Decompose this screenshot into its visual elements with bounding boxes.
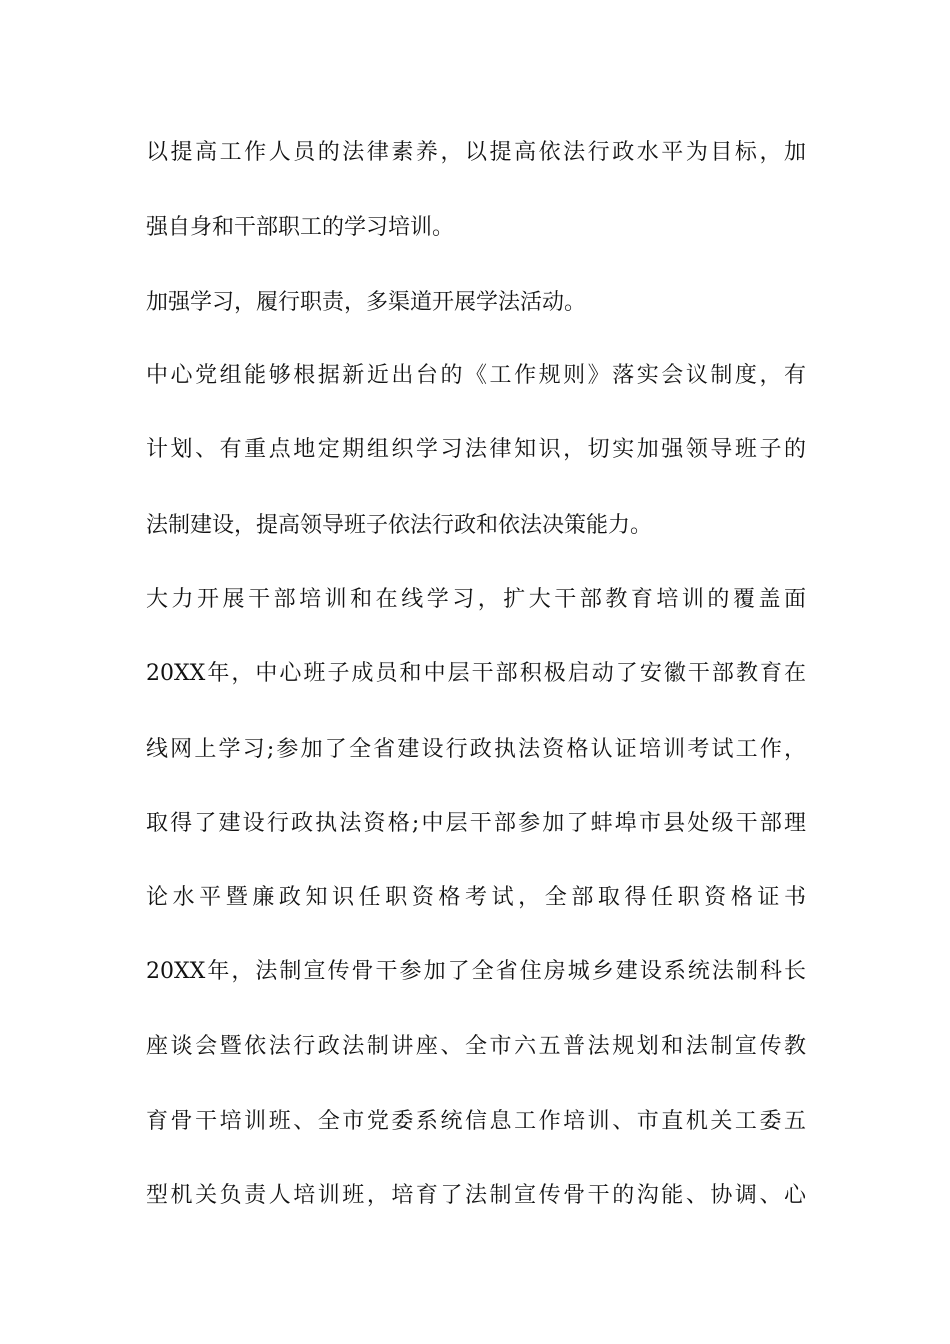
text-line: 型机关负责人培训班，培育了法制宣传骨干的沟能、协调、心	[146, 1183, 806, 1208]
text-line: 论水平暨廉政知识任职资格考试，全部取得任职资格证书	[146, 885, 806, 910]
text-line: 20XX年，中心班子成员和中层干部积极启动了安徽干部教育在	[146, 661, 806, 686]
text-line: 线网上学习;参加了全省建设行政执法资格认证培训考试工作，	[146, 737, 806, 762]
text-line: 座谈会暨依法行政法制讲座、全市六五普法规划和法制宣传教	[146, 1034, 806, 1059]
text-line: 法制建设，提高领导班子依法行政和依法决策能力。	[146, 513, 653, 538]
text-line: 中心党组能够根据新近出台的《工作规则》落实会议制度，有	[146, 363, 806, 388]
text-line: 强自身和干部职工的学习培训。	[146, 215, 455, 240]
text-line: 取得了建设行政执法资格;中层干部参加了蚌埠市县处级干部理	[146, 811, 806, 836]
text-line: 加强学习，履行职责，多渠道开展学法活动。	[146, 290, 587, 315]
text-line: 以提高工作人员的法律素养，以提高依法行政水平为目标，加	[146, 140, 806, 165]
text-line: 20XX年，法制宣传骨干参加了全省住房城乡建设系统法制科长	[146, 959, 806, 984]
text-line: 计划、有重点地定期组织学习法律知识，切实加强领导班子的	[146, 437, 806, 462]
text-line: 大力开展干部培训和在线学习，扩大干部教育培训的覆盖面	[146, 587, 806, 612]
text-line: 育骨干培训班、全市党委系统信息工作培训、市直机关工委五	[146, 1109, 806, 1134]
